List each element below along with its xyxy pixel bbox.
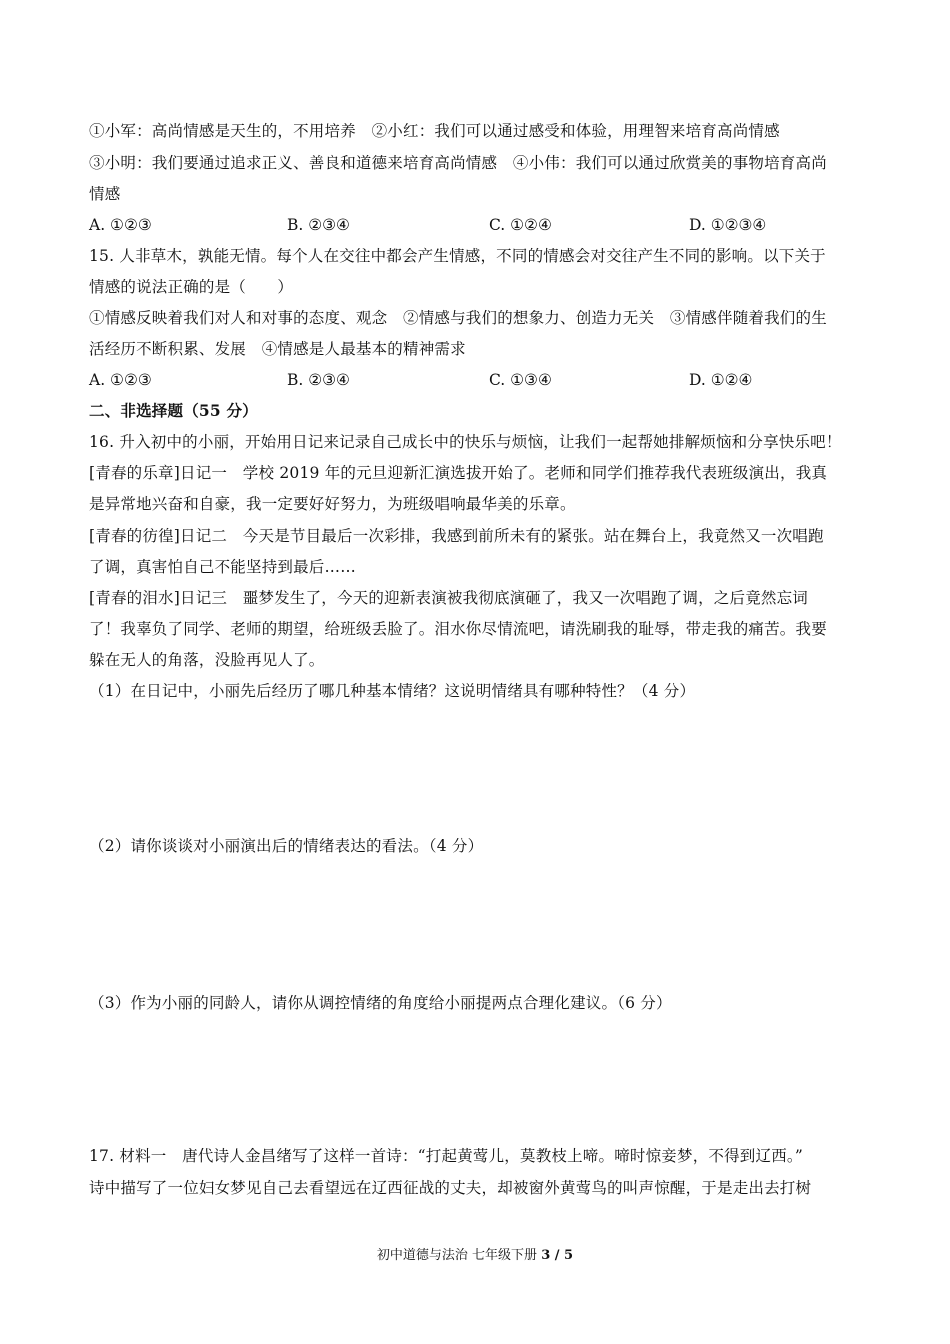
q16-diary-3-line-2: 了！我辜负了同学、老师的期望，给班级丢脸了。泪水你尽情流吧，请洗刷我的耻辱，带走我的痛苦。我要 [89,620,827,638]
q14-statement-line-2: ③小明：我们要通过追求正义、善良和道德来培育高尚情感 ④小伟：我们可以通过欣赏美的事物培育高尚 [89,154,827,172]
q15-option-d: D. ①②④ [689,371,753,389]
q15-option-c: C. ①③④ [489,371,552,389]
q17-line-1: 17. 材料一 唐代诗人金昌绪写了这样一首诗：“打起黄莺儿，莫教枝上啼。啼时惊妾梦，不得到辽西。” [89,1147,803,1165]
q16-diary-1-line-1: [青春的乐章]日记一 学校 2019 年的元旦迎新汇演选拔开始了。老师和同学们推荐我代表班级演出，我真 [89,464,828,482]
q16-diary-3-line-1: [青春的泪水]日记三 噩梦发生了，今天的迎新表演被我彻底演砸了，我又一次唱跑了调，之后竟然忘词 [89,589,808,607]
q16-subquestion-2: （2）请你谈谈对小丽演出后的情绪表达的看法。（4 分） [89,837,484,855]
q15-statement-line-1: ①情感反映着我们对人和对事的态度、观念 ②情感与我们的想象力、创造力无关 ③情感伴随着我们的生 [89,309,827,327]
q14-statement-line-3: 情感 [89,185,121,203]
q14-option-b: B. ②③④ [287,216,350,234]
section-heading: 二、非选择题（55 分） [89,401,258,420]
q15-stem-line-2: 情感的说法正确的是（ ） [89,278,294,296]
q16-diary-2-line-2: 了调，真害怕自己不能坚持到最后…… [89,558,356,576]
q15-option-a: A. ①②③ [89,371,152,389]
q14-option-d: D. ①②③④ [689,216,767,234]
q15-options [89,370,869,390]
footer-title: 初中道德与法治 七年级下册 [376,1248,542,1263]
q16-diary-1-line-2: 是异常地兴奋和自豪，我一定要好好努力，为班级唱响最华美的乐章。 [89,495,576,513]
q16-intro: 16. 升入初中的小丽，开始用日记来记录自己成长中的快乐与烦恼，让我们一起帮她排解烦恼和分享快乐吧！ [89,433,842,451]
page-number: 3 / 5 [541,1248,574,1263]
q16-diary-3-line-3: 躲在无人的角落，没脸再见人了。 [89,651,325,669]
page-footer [0,1247,950,1265]
q15-stem-line-1: 15. 人非草木，孰能无情。每个人在交往中都会产生情感，不同的情感会对交往产生不同的影响。以下关于 [89,247,826,265]
q14-option-a: A. ①②③ [89,216,152,234]
q17-line-2: 诗中描写了一位妇女梦见自己去看望远在辽西征战的丈夫，却被窗外黄莺鸟的叫声惊醒，于是走出去打树 [89,1179,812,1197]
q14-options [89,215,869,235]
q14-option-c: C. ①②④ [489,216,552,234]
q15-statement-line-2: 活经历不断积累、发展 ④情感是人最基本的精神需求 [89,340,466,358]
q15-option-b: B. ②③④ [287,371,350,389]
q16-subquestion-1: （1）在日记中，小丽先后经历了哪几种基本情绪？这说明情绪具有哪种特性？（4 分） [89,682,696,700]
q16-subquestion-3: （3）作为小丽的同龄人，请你从调控情绪的角度给小丽提两点合理化建议。（6 分） [89,994,672,1012]
q16-diary-2-line-1: [青春的彷徨]日记二 今天是节目最后一次彩排，我感到前所未有的紧张。站在舞台上，我竟然又一次唱跑 [89,527,824,545]
q14-statement-line-1: ①小军：高尚情感是天生的，不用培养 ②小红：我们可以通过感受和体验，用理智来培育高尚情感 [89,122,780,140]
